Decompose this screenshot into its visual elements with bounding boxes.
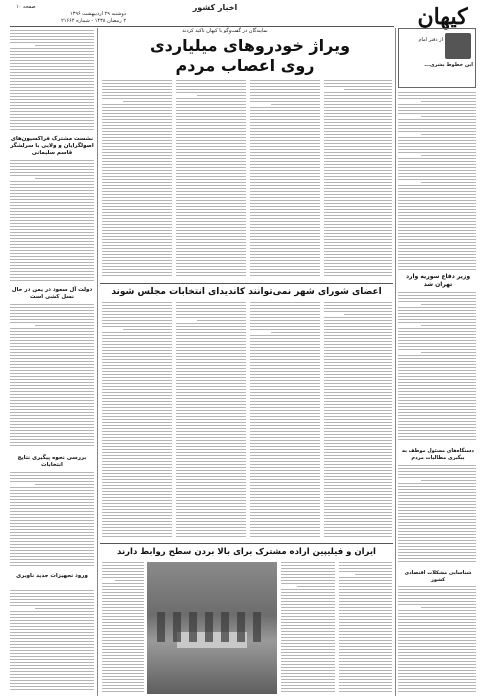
bottom-story-photo: [147, 562, 277, 694]
left-column-text-1: [10, 30, 94, 132]
masthead-logo: کیهان: [417, 4, 468, 30]
right-headline-3: شناسایی مشکلات اقتصادی کشور: [404, 570, 472, 583]
right-column-text-1: [398, 92, 476, 272]
left-headline-2: دولت آل سعود در یمن در حال نسل کشی است: [11, 287, 93, 300]
top-story-col-1: [102, 80, 172, 280]
date-line: دوشنبه ۲۹ اردیبهشت ۱۳۹۶: [69, 11, 126, 17]
bottom-story-title: ایران و فیلیپین اراده مشترک برای بالا بردن سطح روابط دارند: [117, 547, 376, 557]
imam-box-quote: این خطوط بشری...: [424, 62, 473, 68]
top-story-title-line-2: روی اعصاب مردم: [175, 56, 315, 75]
middle-story-col-1: [102, 302, 172, 540]
imam-box-label: از دفتر امام: [418, 37, 443, 43]
bottom-story-col-right-2: [339, 562, 392, 694]
middle-story-col-4: [324, 302, 392, 540]
left-column-text-5: [10, 590, 94, 694]
section-title: اخبار کشور: [192, 3, 238, 12]
top-story-kicker: نمایندگان در گفت‌وگو با کیهان تاکید کردند: [182, 28, 268, 34]
right-headline-syria: وزیر دفاع سوریه وارد تهران شد: [405, 273, 471, 288]
header-divider: [10, 26, 394, 27]
right-column-text-2: [398, 292, 476, 442]
right-column-text-3: [398, 465, 476, 565]
top-story-col-2: [176, 80, 246, 280]
right-column-divider: [395, 28, 396, 696]
imam-box: [398, 28, 476, 88]
bottom-story-col-left: [102, 562, 144, 694]
left-column-text-4: [10, 472, 94, 570]
photo-figures: [157, 612, 267, 642]
bottom-story-top-rule: [100, 543, 393, 544]
middle-story-col-3: [250, 302, 320, 540]
page-number: صفحه ۱۰: [16, 4, 36, 10]
left-headline-4: ورود تجهیزات جدید ناوبری: [16, 573, 88, 579]
top-story-col-3: [250, 80, 320, 280]
middle-story-col-2: [176, 302, 246, 540]
middle-story-top-rule: [100, 283, 393, 284]
left-column-text-2: [10, 160, 94, 285]
left-headline-3: بررسی نحوه پیگیری نتایج انتخابات: [17, 455, 87, 468]
bottom-story-col-right-1: [281, 562, 335, 694]
top-story-title-line-1: ویراژ خودروهای میلیاردی: [149, 36, 351, 55]
issue-line: ۲ رمضان ۱۴۳۸ - شماره ۲۱۶۶۴: [61, 18, 126, 24]
right-column-text-4: [398, 586, 476, 694]
left-column-divider: [97, 28, 98, 696]
top-story-col-4: [324, 80, 392, 280]
imam-portrait: [445, 33, 471, 59]
right-headline-2: دستگاه‌های مسئول موظف به پیگیری مطالبات مردم: [402, 448, 474, 461]
left-column-text-3: [10, 304, 94, 452]
left-headline-1: نشست مشترک فراکسیون‌های اصولگرایان و ولایی با سرلشگر قاسم سلیمانی: [10, 136, 94, 156]
middle-story-title: اعضای شورای شهر نمی‌توانند کاندیدای انتخابات مجلس شوند: [111, 287, 382, 297]
